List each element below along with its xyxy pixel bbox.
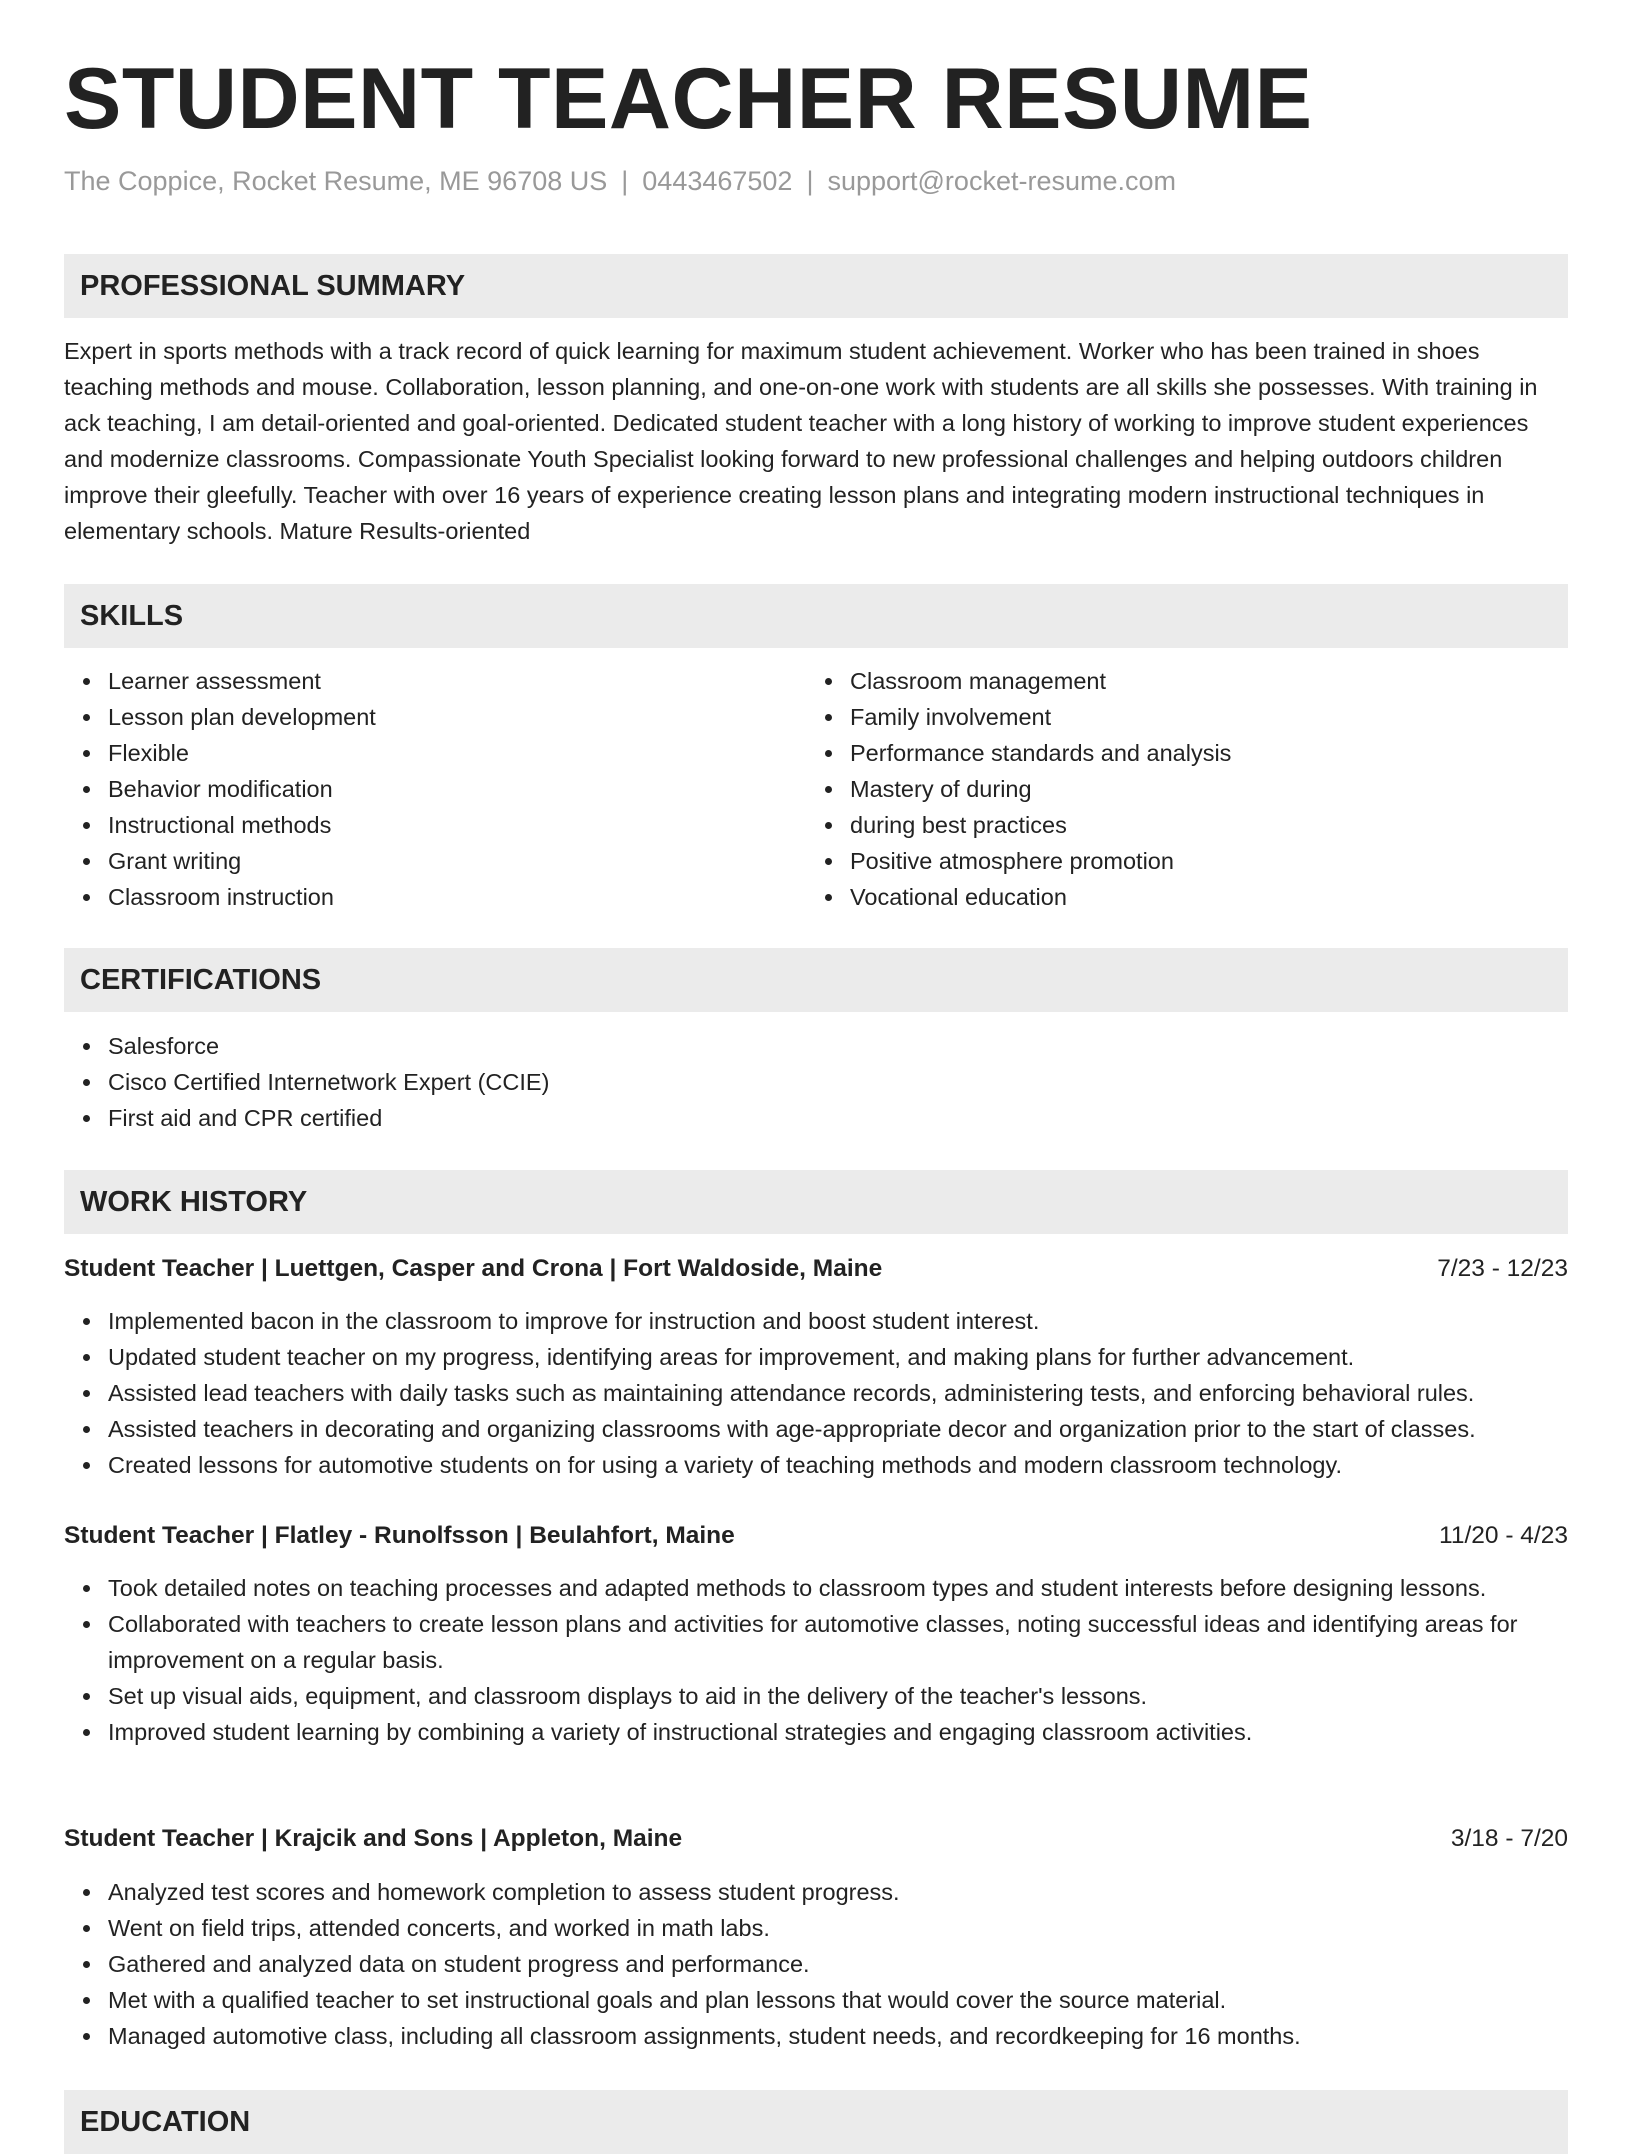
job-bullets [64,1303,1568,1483]
certification-item: Cisco Certified Internetwork Expert (CCIE) [64,1064,1568,1100]
job-title: Student Teacher | Krajcik and Sons | Appleton, Maine [64,1825,683,1852]
certification-item: First aid and CPR certified [64,1100,1568,1136]
skill-item: Behavior modification [64,771,804,807]
skill-item: Performance standards and analysis [806,735,1546,771]
skill-item: Grant writing [64,843,804,879]
contact-phone: 0443467502 [642,166,793,196]
summary-text: Expert in sports methods with a track record of quick learning for maximum student achievement. Worker who has been trained in shoes teaching methods and mouse. Collaboration, lesson planning, and one-on-one work with students are all skills she possesses. With training in ack teaching, I am detail-oriented and goal-oriented. Dedicated student teacher with a long history of working to improve student experiences and modernize classrooms. Compassionate Youth Specialist looking forward to new professional challenges and helping outdoors children improve their gleefully. Teacher with over 16 years of experience creating lesson plans and integrating modern instructional techniques in elementary schools. Mature Results-oriented [64,338,1538,544]
contact-line [64,166,1176,197]
skill-item: Family involvement [806,699,1546,735]
job-bullet: Collaborated with teachers to create lesson plans and activities for automotive classes, noting successful ideas and identifying areas for improvement on a regular basis. [64,1606,1568,1678]
job-bullet: Met with a qualified teacher to set instructional goals and plan lessons that would cover the source material. [64,1982,1568,2018]
skills-list-right [806,663,1546,915]
job-bullet: Implemented bacon in the classroom to improve for instruction and boost student interest. [64,1303,1568,1339]
skills-list-left [64,663,804,915]
skill-item: Lesson plan development [64,699,804,735]
job-bullet: Analyzed test scores and homework completion to assess student progress. [64,1874,1568,1910]
skill-item: Classroom instruction [64,879,804,915]
summary-heading: PROFESSIONAL SUMMARY [64,254,1568,318]
job-bullet: Set up visual aids, equipment, and classroom displays to aid in the delivery of the teacher's lessons. [64,1678,1568,1714]
skill-item: Classroom management [806,663,1546,699]
contact-separator: | [621,166,629,196]
job-bullet: Improved student learning by combining a variety of instructional strategies and engaging classroom activities. [64,1714,1568,1750]
certification-item: Salesforce [64,1028,1568,1064]
job-bullets [64,1874,1568,2054]
job-bullet: Assisted lead teachers with daily tasks such as maintaining attendance records, administering tests, and enforcing behavioral rules. [64,1375,1568,1411]
job-bullet: Went on field trips, attended concerts, and worked in math labs. [64,1910,1568,1946]
skill-item: Learner assessment [64,663,804,699]
job-bullets [64,1570,1568,1750]
work-history-heading: WORK HISTORY [64,1170,1568,1234]
skill-item: Mastery of during [806,771,1546,807]
job-bullet: Took detailed notes on teaching processes and adapted methods to classroom types and student interests before designing lessons. [64,1570,1568,1606]
contact-email[interactable]: support@rocket-resume.com [827,166,1176,196]
job-bullet: Updated student teacher on my progress, identifying areas for improvement, and making plans for further advancement. [64,1339,1568,1375]
resume-title: STUDENT TEACHER RESUME [64,51,1313,147]
job-bullet: Created lessons for automotive students on for using a variety of teaching methods and modern classroom technology. [64,1447,1568,1483]
job-bullet: Managed automotive class, including all classroom assignments, student needs, and recordkeeping for 16 months. [64,2018,1568,2054]
job-dates: 3/18 - 7/20 [1450,1825,1568,1852]
job-dates: 11/20 - 4/23 [1439,1522,1568,1549]
job-header [64,1251,1568,1287]
certifications-list [64,1028,1568,1136]
skill-item: during best practices [806,807,1546,843]
job-bullet: Assisted teachers in decorating and organizing classrooms with age-appropriate decor and organization prior to the start of classes. [64,1411,1568,1447]
job-dates: 7/23 - 12/23 [1437,1255,1568,1282]
job-title: Student Teacher | Flatley - Runolfsson | Beulahfort, Maine [64,1522,735,1549]
education-heading: EDUCATION [64,2090,1568,2154]
certifications-heading: CERTIFICATIONS [64,948,1568,1012]
skills-heading: SKILLS [64,584,1568,648]
job-title: Student Teacher | Luettgen, Casper and Crona | Fort Waldoside, Maine [64,1255,883,1282]
job-header [64,1518,1568,1554]
skill-item: Flexible [64,735,804,771]
job-bullet: Gathered and analyzed data on student progress and performance. [64,1946,1568,1982]
skill-item: Instructional methods [64,807,804,843]
skill-item: Vocational education [806,879,1546,915]
contact-separator: | [806,166,814,196]
job-header [64,1821,1568,1857]
contact-address: The Coppice, Rocket Resume, ME 96708 US [64,166,608,196]
skill-item: Positive atmosphere promotion [806,843,1546,879]
